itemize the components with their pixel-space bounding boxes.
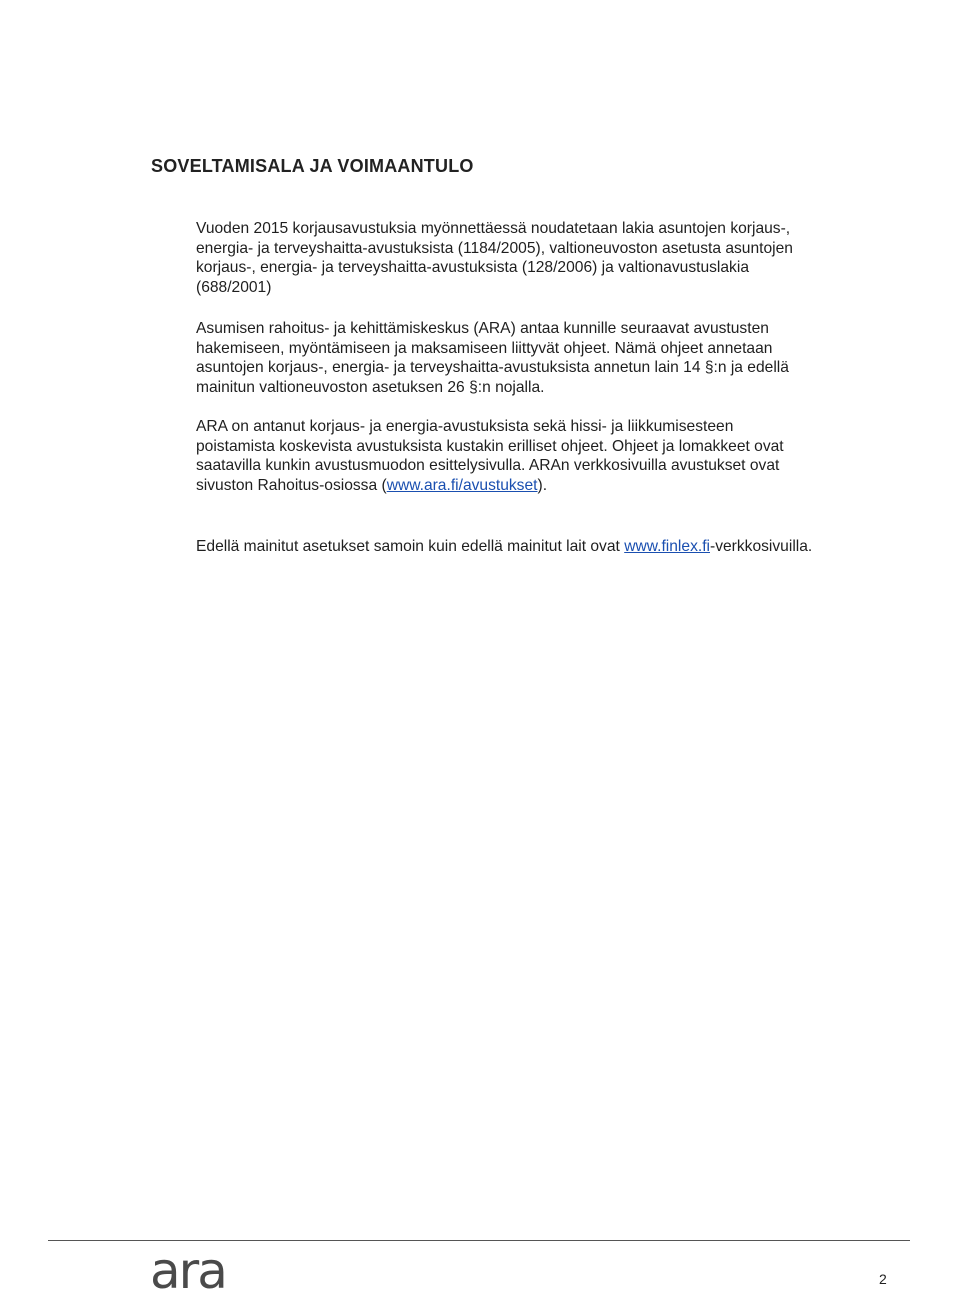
ara-logo: ara xyxy=(150,1242,226,1300)
paragraph-grant-guides-end: ). xyxy=(537,476,548,494)
paragraph-grant-guides xyxy=(196,417,816,495)
section-heading: SOVELTAMISALA JA VOIMAANTULO xyxy=(151,156,474,176)
paragraph-finlex xyxy=(196,537,816,557)
finlex-link[interactable]: www.finlex.fi xyxy=(624,538,710,555)
paragraph-legal-basis: Vuoden 2015 korjausavustuksia myönnettäessä noudatetaan lakia asuntojen korjaus-, energia- ja terveyshaitta-avustuksista (1184/2005), valtioneuvoston asetusta asuntojen korjaus-, energia- ja terveyshaitta-avustuksista (128/2006) ja valtionavustuslakia (688/2001) xyxy=(196,220,793,296)
page-number: 2 xyxy=(879,1271,887,1287)
ara-avustukset-link[interactable]: www.ara.fi/avustukset xyxy=(386,476,538,494)
paragraph-finlex-end: -verkkosivuilla. xyxy=(710,538,813,555)
paragraph-finlex-text: Edellä mainitut asetukset samoin kuin edellä mainitut lait ovat xyxy=(196,538,625,555)
paragraph-grant-guides-text: ARA on antanut korjaus- ja energia-avustuksista sekä hissi- ja liikkumisesteen poistamista koskevista avustuksista kustakin erilliset ohjeet. Ohjeet ja lomakkeet ovat saatavilla kunkin avustusmuodon esittelysivulla. ARAn verkkosivuilla avustukset ovat sivuston Rahoitus-osiossa ( xyxy=(196,418,784,494)
paragraph-ara-instructions: Asumisen rahoitus- ja kehittämiskeskus (ARA) antaa kunnille seuraavat avustusten hakemiseen, myöntämiseen ja maksamiseen liittyvät ohjeet. Nämä ohjeet annetaan asuntojen korjaus-, energia- ja terveyshaitta-avustuksista annetun lain 14 §:n ja edellä mainitun valtioneuvoston asetuksen 26 §:n nojalla. xyxy=(196,320,789,396)
footer-divider xyxy=(48,1240,910,1241)
